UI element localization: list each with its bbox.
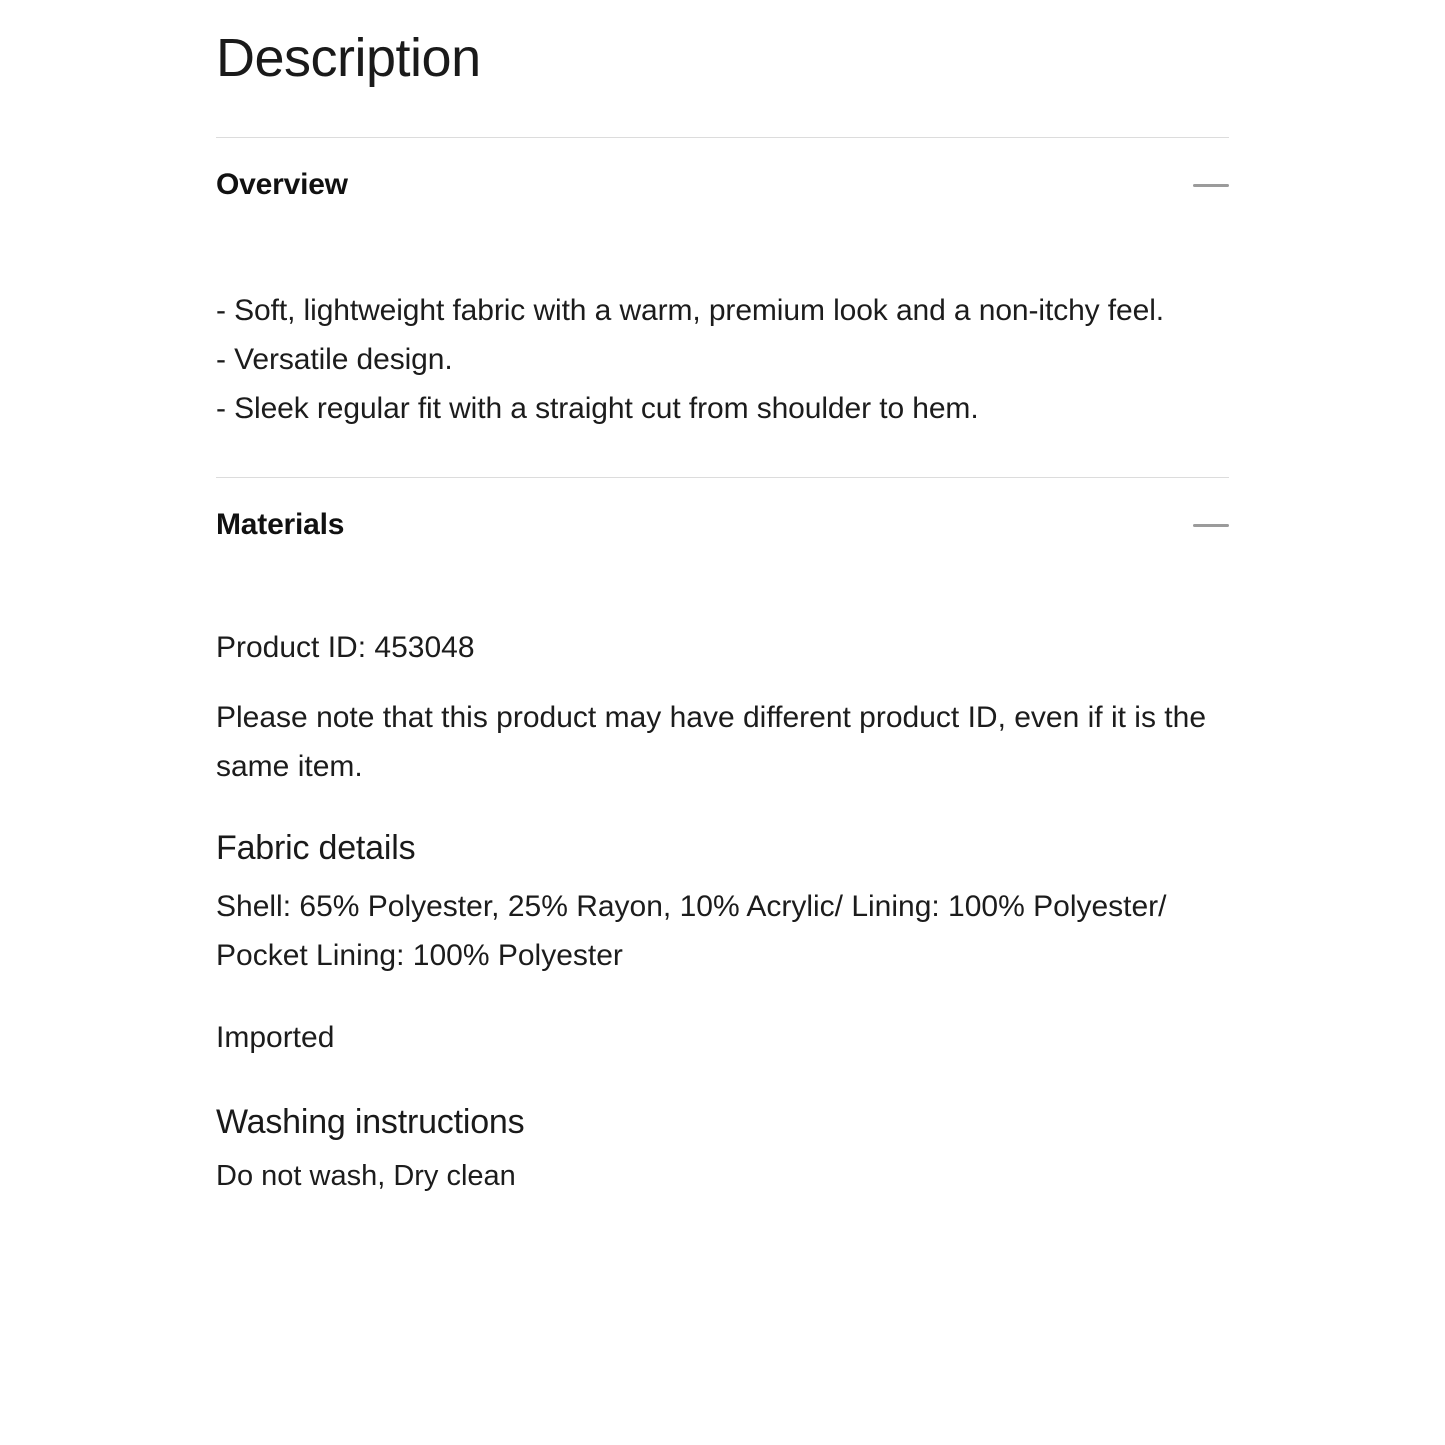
page-title: Description xyxy=(216,28,481,88)
list-item: - Versatile design. xyxy=(216,342,453,376)
list-item: - Sleek regular fit with a straight cut from shoulder to hem. xyxy=(216,391,979,425)
product-id: Product ID: 453048 xyxy=(216,630,475,664)
list-item: - Soft, lightweight fabric with a warm, premium look and a non-itchy feel. xyxy=(216,293,1165,327)
product-id-note: Please note that this product may have different product ID, even if it is the same item. xyxy=(216,700,1206,783)
materials-heading: Materials xyxy=(216,507,345,541)
clipped-text-row xyxy=(216,1217,1229,1227)
minus-icon[interactable] xyxy=(1193,515,1229,535)
fabric-details-heading: Fabric details xyxy=(216,828,416,867)
fabric-details-text: Shell: 65% Polyester, 25% Rayon, 10% Acrylic/ Lining: 100% Polyester/ Pocket Lining: 100% Polyester xyxy=(216,889,1167,972)
washing-instructions-text: Do not wash, Dry clean xyxy=(216,1159,516,1192)
materials-content xyxy=(216,542,1229,1228)
overview-section-header[interactable] xyxy=(216,138,1229,202)
origin-text: Imported xyxy=(216,1020,335,1054)
materials-section-header[interactable] xyxy=(216,478,1229,542)
overview-heading: Overview xyxy=(216,167,348,201)
overview-content xyxy=(216,202,1229,477)
washing-instructions-heading: Washing instructions xyxy=(216,1102,525,1141)
overview-bullet-list xyxy=(216,286,1229,433)
minus-icon[interactable] xyxy=(1193,175,1229,195)
